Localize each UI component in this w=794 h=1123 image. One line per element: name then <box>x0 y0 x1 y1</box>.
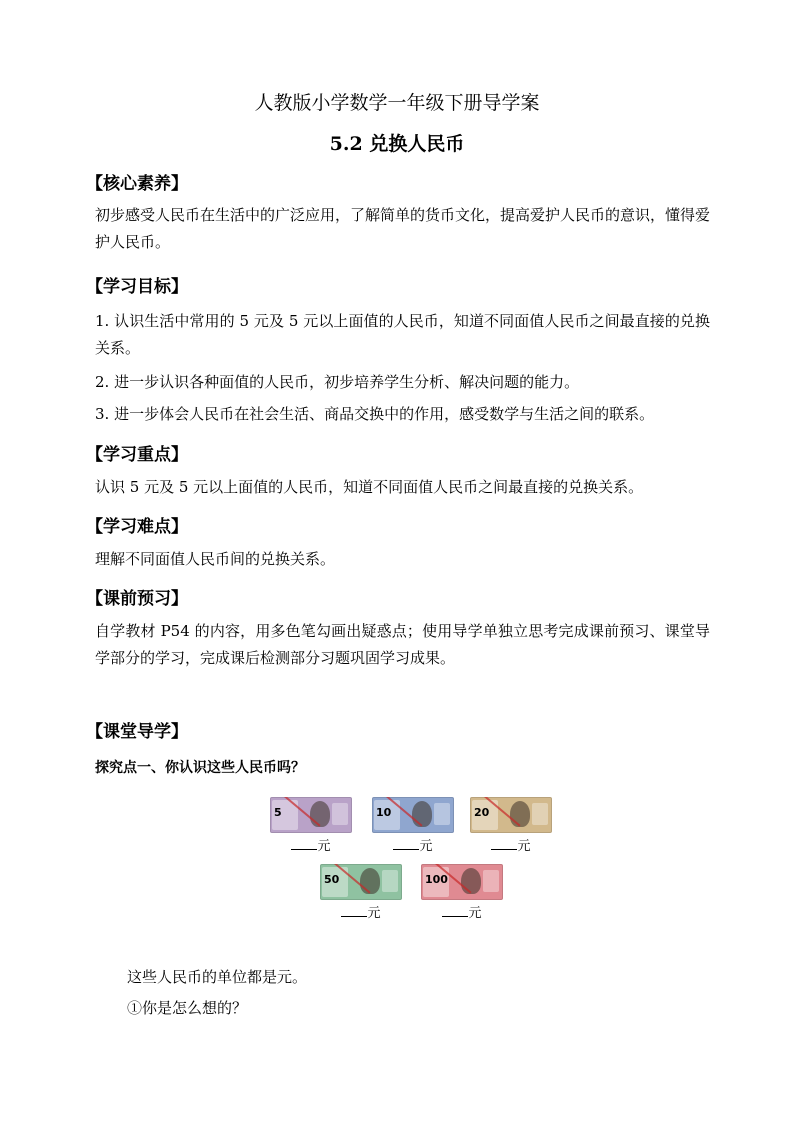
goal-item-2: 2. 进一步认识各种面值的人民币，初步培养学生分析、解决问题的能力。 <box>95 373 580 391</box>
fill-blank: 元 <box>372 835 454 854</box>
banknote-image <box>372 797 454 833</box>
banknote-100 <box>421 864 503 921</box>
goal-item-3: 3. 进一步体会人民币在社会生活、商品交换中的作用，感受数学与生活之间的联系。 <box>95 405 655 423</box>
banknote-image <box>270 797 352 833</box>
core-text: 初步感受人民币在生活中的广泛应用，了解简单的货币文化，提高爱护人民币的意识，懂得爱护人民币。 <box>95 206 711 251</box>
banknote-50 <box>320 864 402 921</box>
banknote-denomination: 5 <box>274 806 282 819</box>
portrait-icon <box>310 801 330 827</box>
question-how-think: ①你是怎么想的？ <box>127 999 248 1017</box>
banknote-5 <box>270 797 352 854</box>
fill-blank: 元 <box>470 835 552 854</box>
heading-difficulty: 【学习难点】 <box>86 517 188 537</box>
preview-text: 自学教材 P54 的内容，用多色笔勾画出疑惑点；使用导学单独立思考完成课前预习、课堂导学部分的学习，完成课后检测部分习题巩固学习成果。 <box>95 622 710 667</box>
heading-classroom: 【课堂导学】 <box>86 722 188 742</box>
portrait-icon <box>461 868 481 894</box>
difficulty-text: 理解不同面值人民币间的兑换关系。 <box>95 550 336 568</box>
banknote-denomination: 100 <box>425 873 448 886</box>
heading-preview: 【课前预习】 <box>86 589 188 609</box>
fill-blank: 元 <box>270 835 352 854</box>
key-text: 认识 5 元及 5 元以上面值的人民币，知道不同面值人民币之间最直接的兑换关系。 <box>95 478 644 496</box>
banknote-denomination: 10 <box>376 806 392 819</box>
portrait-icon <box>510 801 530 827</box>
heading-core: 【核心素养】 <box>86 174 188 194</box>
banknote-denomination: 20 <box>474 806 490 819</box>
banknote-image <box>470 797 552 833</box>
portrait-icon <box>360 868 380 894</box>
banknote-10 <box>372 797 454 854</box>
units-statement: 这些人民币的单位都是元。 <box>127 968 308 986</box>
banknote-20 <box>470 797 552 854</box>
page-title: 人教版小学数学一年级下册导学案 <box>254 92 540 114</box>
fill-blank: 元 <box>421 902 503 921</box>
banknote-image <box>320 864 402 900</box>
heading-key: 【学习重点】 <box>86 445 188 465</box>
goal-item-1: 1. 认识生活中常用的 5 元及 5 元以上面值的人民币，知道不同面值人民币之间最直接的兑换关系。 <box>95 312 710 357</box>
lesson-title: 5.2 兑换人民币 <box>329 133 465 155</box>
banknote-denomination: 50 <box>324 873 340 886</box>
heading-goals: 【学习目标】 <box>86 277 188 297</box>
banknote-image <box>421 864 503 900</box>
portrait-icon <box>412 801 432 827</box>
explore-point-title: 探究点一、你认识这些人民币吗？ <box>95 760 305 776</box>
fill-blank: 元 <box>320 902 402 921</box>
